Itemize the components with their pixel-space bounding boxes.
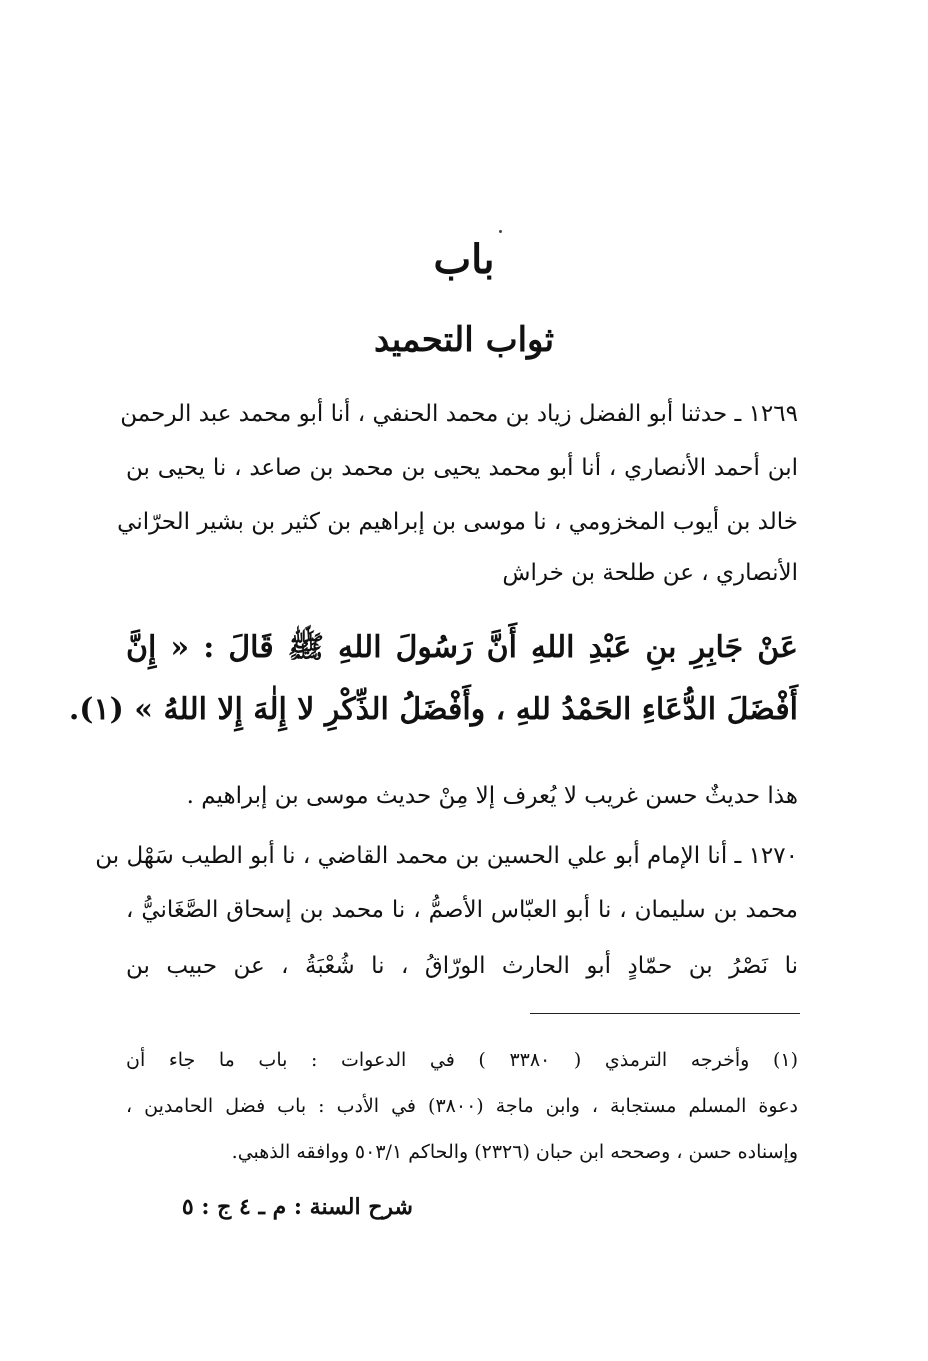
grading-comment: هذا حديثٌ حسن غريب لا يُعرف إلا مِنْ حديث موسى بن إبراهيم .	[186, 783, 798, 809]
matn-line: أَفْضَلَ الدُّعَاءِ الحَمْدُ للهِ ، وأَفْضَلُ الذِّكْرِ لا إِلٰهَ إِلا اللهُ » (١).	[68, 692, 798, 727]
chapter-label: باب	[433, 236, 495, 283]
ink-speck	[499, 230, 502, 233]
matn-line: عَنْ جَابِرِ بنِ عَبْدِ اللهِ أَنَّ رَسُولَ اللهِ ﷺ قَالَ : « إِنَّ	[126, 630, 798, 665]
isnad-line: ١٢٦٩ ـ حدثنا أبو الفضل زياد بن محمد الحنفي ، أنا أبو محمد عبد الرحمن	[120, 401, 798, 427]
isnad-line: ١٢٧٠ ـ أنا الإمام أبو علي الحسين بن محمد القاضي ، نا أبو الطيب سَهْل بن	[95, 843, 798, 869]
footnote-line: دعوة المسلم مستجابة ، وابن ماجة (٣٨٠٠) في الأدب : باب فضل الحامدين ،	[126, 1095, 799, 1117]
chapter-title: ثواب التحميد	[373, 320, 555, 360]
isnad-line: خالد بن أيوب المخزومي ، نا موسى بن إبراهيم بن كثير بن بشير الحرّاني	[117, 509, 798, 535]
isnad-line: ابن أحمد الأنصاري ، أنا أبو محمد يحيى بن محمد بن صاعد ، نا يحيى بن	[126, 455, 798, 481]
footnote-line: (١) وأخرجه الترمذي ( ٣٣٨٠ ) في الدعوات : باب ما جاء أن	[126, 1049, 799, 1071]
page-signature: شرح السنة : م ـ ٤ ج : ٥	[181, 1194, 413, 1220]
isnad-line: محمد بن سليمان ، نا أبو العبّاس الأصمُّ ، نا محمد بن إسحاق الصَّغَانيُّ ،	[126, 897, 798, 923]
isnad-line: نا نَصْرُ بن حمّادٍ أبو الحارث الورّاقُ ، نا شُعْبَةُ ، عن حبيب بن	[126, 953, 798, 979]
footnote-separator	[530, 1013, 800, 1014]
footnote-line: وإسناده حسن ، وصححه ابن حبان (٢٣٢٦) والحاكم ٥٠٣/١ ووافقه الذهبي.	[231, 1141, 798, 1163]
isnad-line: الأنصاري ، عن طلحة بن خراش	[502, 560, 798, 586]
